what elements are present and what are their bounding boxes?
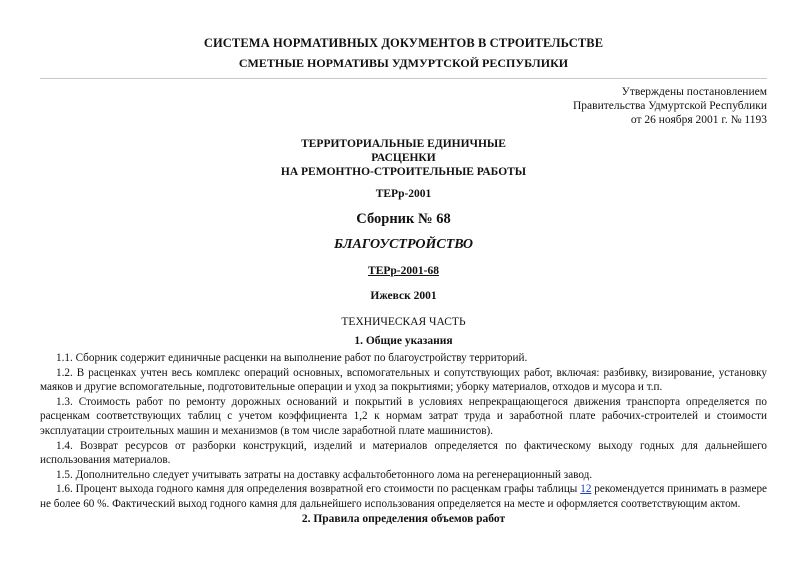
title-line-1: ТЕРРИТОРИАЛЬНЫЕ ЕДИНИЧНЫЕ <box>301 138 506 150</box>
header-divider <box>40 78 767 79</box>
approval-line-2: Правительства Удмуртской Республики <box>573 100 767 112</box>
approval-line-3: от 26 ноября 2001 г. № 1193 <box>630 114 767 126</box>
paragraph-1-4: 1.4. Возврат ресурсов от разборки конструкций, изделий и материалов определяется по фактическому выходу годных для дальнейшего использования материалов. <box>40 439 767 467</box>
title-line-3: НА РЕМОНТНО-СТРОИТЕЛЬНЫЕ РАБОТЫ <box>280 166 527 178</box>
system-title: СИСТЕМА НОРМАТИВНЫХ ДОКУМЕНТОВ В СТРОИТЕЛЬСТВЕ <box>203 36 604 50</box>
paragraph-1-3: 1.3. Стоимость работ по ремонту дорожных оснований и покрытий в условиях непрекращающегося движения транспорта определяется по расценкам соответствующих таблиц с учетом коэффициента 1,2 к нормам затрат труда и заработной плате рабочих-строителей и стоимости эксплуатации строительных машин и механизмов (в том числе заработной плате машинистов). <box>40 395 767 437</box>
paragraph-1-6 <box>40 482 767 511</box>
paragraph-1-2: 1.2. В расценках учтен весь комплекс операций основных, вспомогательных и сопутствующих работ, включая: разбивку, визирование, установку маяков и другие вспомогательные, подготовительные операции и уход за покрытиями; уборку материалов, отходов и мусора и т.п. <box>40 366 767 394</box>
document-title <box>0 137 807 179</box>
paragraph-1-1: 1.1. Сборник содержит единичные расценки на выполнение работ по благоустройству территорий. <box>56 352 528 364</box>
section-2-heading: 2. Правила определения объемов работ <box>301 513 506 525</box>
approval-block <box>573 85 767 127</box>
table-12-link[interactable]: 12 <box>580 483 592 496</box>
title-line-2: РАСЦЕНКИ <box>371 152 436 164</box>
technical-part-heading: ТЕХНИЧЕСКАЯ ЧАСТЬ <box>341 316 466 328</box>
section-1-heading: 1. Общие указания <box>354 335 453 347</box>
paragraph-1-6-start: 1.6. Процент выхода годного камня для определения возвратной его стоимости по расценкам графы таблицы <box>56 483 581 496</box>
region-title: СМЕТНЫЕ НОРМАТИВЫ УДМУРТСКОЙ РЕСПУБЛИКИ <box>238 56 569 70</box>
general-instructions-body <box>40 351 767 512</box>
collection-code: ТЕРр-2001-68 <box>368 265 439 277</box>
collection-topic: БЛАГОУСТРОЙСТВО <box>333 237 474 252</box>
paragraph-1-6-end: рекомендуется принимать в размере не более 60 %. Фактический выход годного камня для дальнейшего использования определяется на месте и оформляется соответствующим актом. <box>40 483 767 510</box>
approval-line-1: Утверждены постановлением <box>621 86 767 98</box>
collection-number: Сборник № 68 <box>356 211 451 227</box>
city-year: Ижевск 2001 <box>370 290 437 302</box>
paragraph-1-5: 1.5. Дополнительно следует учитывать затраты на доставку асфальтобетонного лома на регенерационный завод. <box>56 468 593 481</box>
document-code: ТЕРр-2001 <box>375 188 432 200</box>
